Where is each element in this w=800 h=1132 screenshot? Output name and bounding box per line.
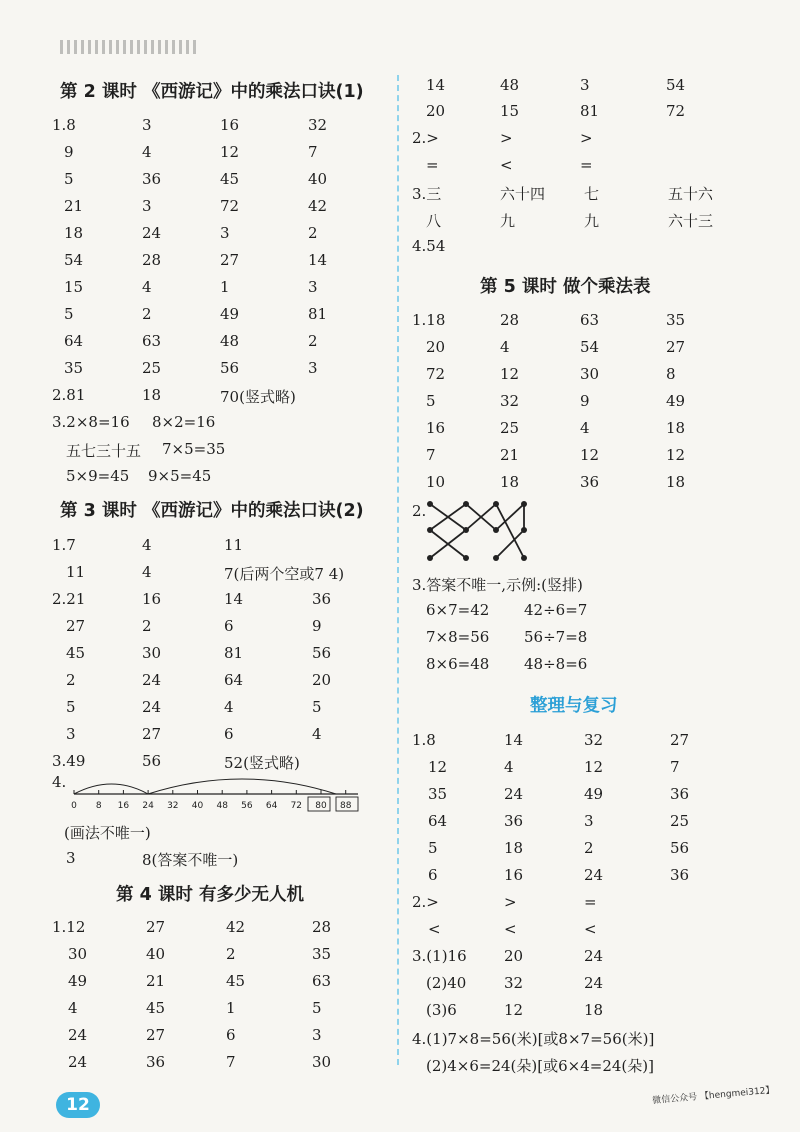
answer-row: 15 4 1 3: [64, 278, 318, 296]
match-dot: [493, 527, 499, 533]
tick-label: 8: [95, 801, 102, 811]
tick-label: 56: [241, 801, 253, 811]
match-dot: [427, 555, 433, 561]
answer-row: 6×7=42 42÷6=7: [426, 601, 588, 619]
match-dot: [427, 501, 433, 507]
match-line: [496, 504, 524, 558]
number-line: [52, 770, 372, 814]
watermark-text: 微信公众号 【hengmei312】: [651, 1085, 775, 1107]
lesson-2-title: 第 2 课时 《西游记》中的乘法口诀(1): [60, 82, 364, 102]
answer-row: 5 2 49 81: [64, 305, 328, 323]
answer-row: 7 21 12 12: [426, 446, 686, 464]
lesson-4-title: 第 4 课时 有多少无人机: [116, 885, 304, 905]
answer-row: 2.> > >: [412, 129, 593, 147]
answer-row: 72 12 30 8: [426, 365, 676, 383]
jump-arc: [74, 784, 148, 794]
matching-diagram: [426, 500, 536, 564]
answer-row: 24 27 6 3: [68, 1026, 322, 1044]
match-dot: [493, 501, 499, 507]
answer-row: 35 25 56 3: [64, 359, 318, 377]
answer-row: 45 30 81 56: [66, 644, 332, 662]
answer-row: 35 24 49 36: [428, 785, 690, 803]
answer-row: 五七三十五 7×5=35: [66, 440, 226, 460]
answer-row: (2)40 32 24: [426, 974, 604, 992]
lesson-3-title: 第 3 课时 《西游记》中的乘法口诀(2): [60, 501, 364, 521]
answer-row: 27 2 6 9: [66, 617, 322, 635]
tick-label: 72: [290, 801, 303, 811]
answer-row: 49 21 45 63: [68, 972, 332, 990]
tick-label: 80: [315, 801, 327, 811]
answer-row: 11 4 7(后两个空或7 4): [66, 563, 345, 583]
answer-row: 2.21 16 14 36: [52, 590, 332, 608]
answer-row: 54 28 27 14: [64, 251, 328, 269]
jump-arc: [148, 779, 336, 794]
answer-row: = < =: [426, 156, 593, 174]
answer-row: 8×6=48 48÷8=6: [426, 655, 588, 673]
answer-row: 3 27 6 4: [66, 725, 322, 743]
tick-label: 48: [216, 801, 228, 811]
match-dot: [463, 527, 469, 533]
lesson-3-q3: 3.49 56 52(竖式略): [52, 752, 300, 772]
answer-row: 20 15 81 72: [426, 102, 686, 120]
answer-row: 5 36 45 40: [64, 170, 328, 188]
answer-row: 5×9=45 9×5=45: [66, 467, 212, 485]
answer-row: 1.12 27 42 28: [52, 918, 332, 936]
lesson-3-q4-label: 4.: [52, 773, 67, 791]
answer-row: 12 4 12 7: [428, 758, 680, 776]
answer-row: 20 4 54 27: [426, 338, 686, 356]
match-dot: [493, 555, 499, 561]
answer-row: 24 36 7 30: [68, 1053, 332, 1071]
answer-row: 5 24 4 5: [66, 698, 322, 716]
answer-row: 21 3 72 42: [64, 197, 328, 215]
answer-row: 64 36 3 25: [428, 812, 690, 830]
tick-label: 88: [339, 801, 352, 811]
answer-row: 5 18 2 56: [428, 839, 690, 857]
answer-row: 64 63 48 2: [64, 332, 318, 350]
answer-row: < < <: [428, 920, 597, 938]
lesson-5-q3-title: 3.答案不唯一,示例:(竖排): [412, 576, 583, 594]
match-dot: [521, 527, 527, 533]
lesson-3-note: (画法不唯一): [64, 824, 151, 842]
tick-label: 24: [142, 801, 154, 811]
answer-row: 10 18 36 18: [426, 473, 686, 491]
lesson-5-q2-label: 2.: [412, 502, 427, 520]
review-title: 整理与复习: [530, 696, 618, 716]
top-header-strip: [60, 40, 200, 54]
page-number-badge: 12: [56, 1092, 100, 1118]
answer-row: 4 45 1 5: [68, 999, 322, 1017]
answer-row: 4.(1)7×8=56(米)[或8×7=56(米)]: [412, 1030, 655, 1048]
answer-row: 1.8 3 16 32: [52, 116, 328, 134]
tick-label: 40: [191, 801, 204, 811]
answer-row: 2.> > =: [412, 893, 597, 911]
answer-row: 14 48 3 54: [426, 76, 686, 94]
answer-row: 7×8=56 56÷7=8: [426, 628, 588, 646]
lesson-5-title: 第 5 课时 做个乘法表: [480, 277, 651, 297]
tick-label: 16: [117, 801, 130, 811]
answer-row: (2)4×6=24(朵)[或6×4=24(朵)]: [426, 1057, 654, 1075]
answer-row: 2 24 64 20: [66, 671, 332, 689]
answer-row: 3.2×8=16 8×2=16: [52, 413, 216, 431]
answer-row: 30 40 2 35: [68, 945, 332, 963]
match-line: [496, 530, 524, 558]
tick-label: 0: [71, 801, 77, 811]
answer-row: 1.18 28 63 35: [412, 311, 686, 329]
answer-row: 9 4 12 7: [64, 143, 318, 161]
match-dot: [463, 501, 469, 507]
match-dot: [521, 501, 527, 507]
match-dot: [521, 555, 527, 561]
lesson-2-q2: 2.81 18 70(竖式略): [52, 386, 296, 406]
answer-row: 3.(1)16 20 24: [412, 947, 604, 965]
lesson-4-q4: 4.54: [412, 237, 446, 255]
answer-row: 八 九 九 六十三: [426, 212, 714, 230]
lesson-3-answer: 3 8(答案不唯一): [66, 849, 239, 869]
answer-row: 6 16 24 36: [428, 866, 690, 884]
match-dot: [463, 555, 469, 561]
answer-row: 18 24 3 2: [64, 224, 318, 242]
answer-row: 3.三 六十四 七 五十六: [412, 185, 714, 203]
answer-row: 16 25 4 18: [426, 419, 686, 437]
answer-row: 1.7 4 11: [52, 536, 244, 554]
tick-label: 32: [167, 801, 179, 811]
answer-row: (3)6 12 18: [426, 1001, 604, 1019]
answer-row: 5 32 9 49: [426, 392, 686, 410]
answer-row: 1.8 14 32 27: [412, 731, 690, 749]
match-line: [496, 504, 524, 530]
column-divider: [397, 75, 399, 1065]
tick-label: 64: [265, 801, 278, 811]
match-dot: [427, 527, 433, 533]
